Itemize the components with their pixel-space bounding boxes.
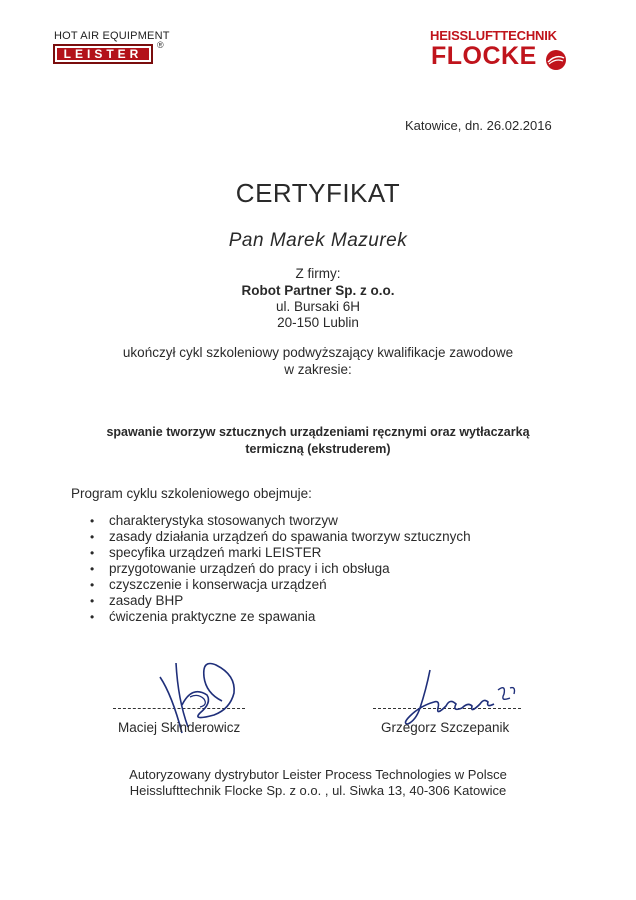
- program-heading: Program cyklu szkoleniowego obejmuje:: [71, 486, 312, 501]
- company-street: ul. Bursaki 6H: [275, 299, 361, 314]
- registered-mark: ®: [157, 40, 164, 50]
- program-item: • charakterystyka stosowanych tworzyw: [90, 513, 471, 529]
- program-item: • zasady BHP: [90, 593, 471, 609]
- company-name: Robot Partner Sp. z o.o.: [241, 283, 395, 298]
- program-item: • ćwiczenia praktyczne ze spawania: [90, 609, 471, 625]
- training-topic-line: spawanie tworzyw sztucznych urządzeniami ręcznymi oraz wytłaczarką: [106, 425, 530, 439]
- company-intro: Z firmy:: [295, 266, 341, 281]
- footer-address: Heisslufttechnik Flocke Sp. z o.o. , ul. Siwka 13, 40-306 Katowice: [129, 783, 507, 798]
- handwritten-signature-right: [390, 668, 520, 728]
- program-list: [90, 513, 471, 625]
- company-city: 20-150 Lublin: [277, 315, 359, 330]
- program-item: • zasady działania urządzeń do spawania tworzyw sztucznych: [90, 529, 471, 545]
- flocke-circle-icon: [545, 49, 567, 71]
- training-topic-line: termiczną (ekstruderem): [245, 442, 391, 456]
- flocke-tagline: HEISSLUFTTECHNIK: [430, 28, 557, 43]
- statement-line: w zakresie:: [284, 362, 352, 377]
- certificate-title: CERTYFIKAT: [235, 178, 401, 208]
- leister-tagline: HOT AIR EQUIPMENT: [54, 30, 170, 42]
- recipient-name: Pan Marek Mazurek: [228, 230, 408, 251]
- program-item: • czyszczenie i konserwacja urządzeń: [90, 577, 471, 593]
- signatory-name-right: Grzegorz Szczepanik: [381, 720, 510, 735]
- program-item: • specyfika urządzeń marki LEISTER: [90, 545, 471, 561]
- issue-date: Katowice, dn. 26.02.2016: [405, 118, 552, 133]
- program-item: • przygotowanie urządzeń do pracy i ich obsługa: [90, 561, 471, 577]
- leister-logo: [53, 44, 153, 64]
- flocke-logo-text: FLOCKE: [431, 42, 537, 70]
- statement-line: ukończył cykl szkoleniowy podwyższający kwalifikacje zawodowe: [122, 345, 514, 360]
- leister-logo-text: LEISTER: [57, 48, 149, 60]
- footer-distributor: Autoryzowany dystrybutor Leister Process Technologies w Polsce: [129, 767, 507, 782]
- signatory-name-left: Maciej Skinderowicz: [118, 720, 241, 735]
